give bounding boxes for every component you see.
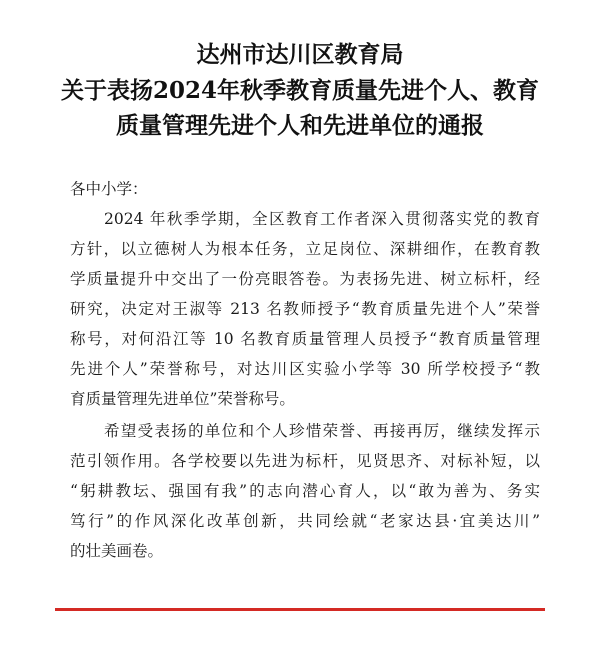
salutation: 各中小学： [70,180,148,198]
paragraph-line: 方针，以立德树人为根本任务，立足岗位、深耕细作，在教育教 [70,240,540,258]
document-title-line-2: 关于表扬2024年秋季教育质量先进个人、教育 [60,77,539,104]
paragraph-line: 学质量提升中交出了一份亮眼答卷。为表扬先进、树立标杆，经 [70,270,540,288]
paragraph-line: 希望受表扬的单位和个人珍惜荣誉、再接再厉，继续发挥示 [104,422,540,440]
paragraph-line: “躬耕教坛、强国有我”的志向潜心育人，以“敢为善为、务实 [70,482,540,500]
paragraph-line: 先进个人”荣誉称号，对达川区实验小学等 30 所学校授予“教 [70,360,540,378]
paragraph-line: 的壮美画卷。 [70,542,164,560]
paragraph-line: 育质量管理先进单位”荣誉称号。 [70,390,295,408]
paragraph-line: 研究，决定对王淑等 213 名教师授予“教育质量先进个人”荣誉 [70,300,540,318]
paragraph-line: 2024 年秋季学期，全区教育工作者深入贯彻落实党的教育 [104,210,540,228]
document-title-line-3: 质量管理先进个人和先进单位的通报 [116,112,484,139]
red-divider-line [55,608,545,611]
document-title-line-1: 达州市达川区教育局 [196,41,404,68]
paragraph-line: 称号，对何沿江等 10 名教育质量管理人员授予“教育质量管理 [70,330,540,348]
paragraph-line: 范引领作用。各学校要以先进为标杆，见贤思齐、对标补短，以 [70,452,540,470]
paragraph-line: 笃行”的作风深化改革创新，共同绘就“老家达县·宜美达川” [70,512,540,530]
